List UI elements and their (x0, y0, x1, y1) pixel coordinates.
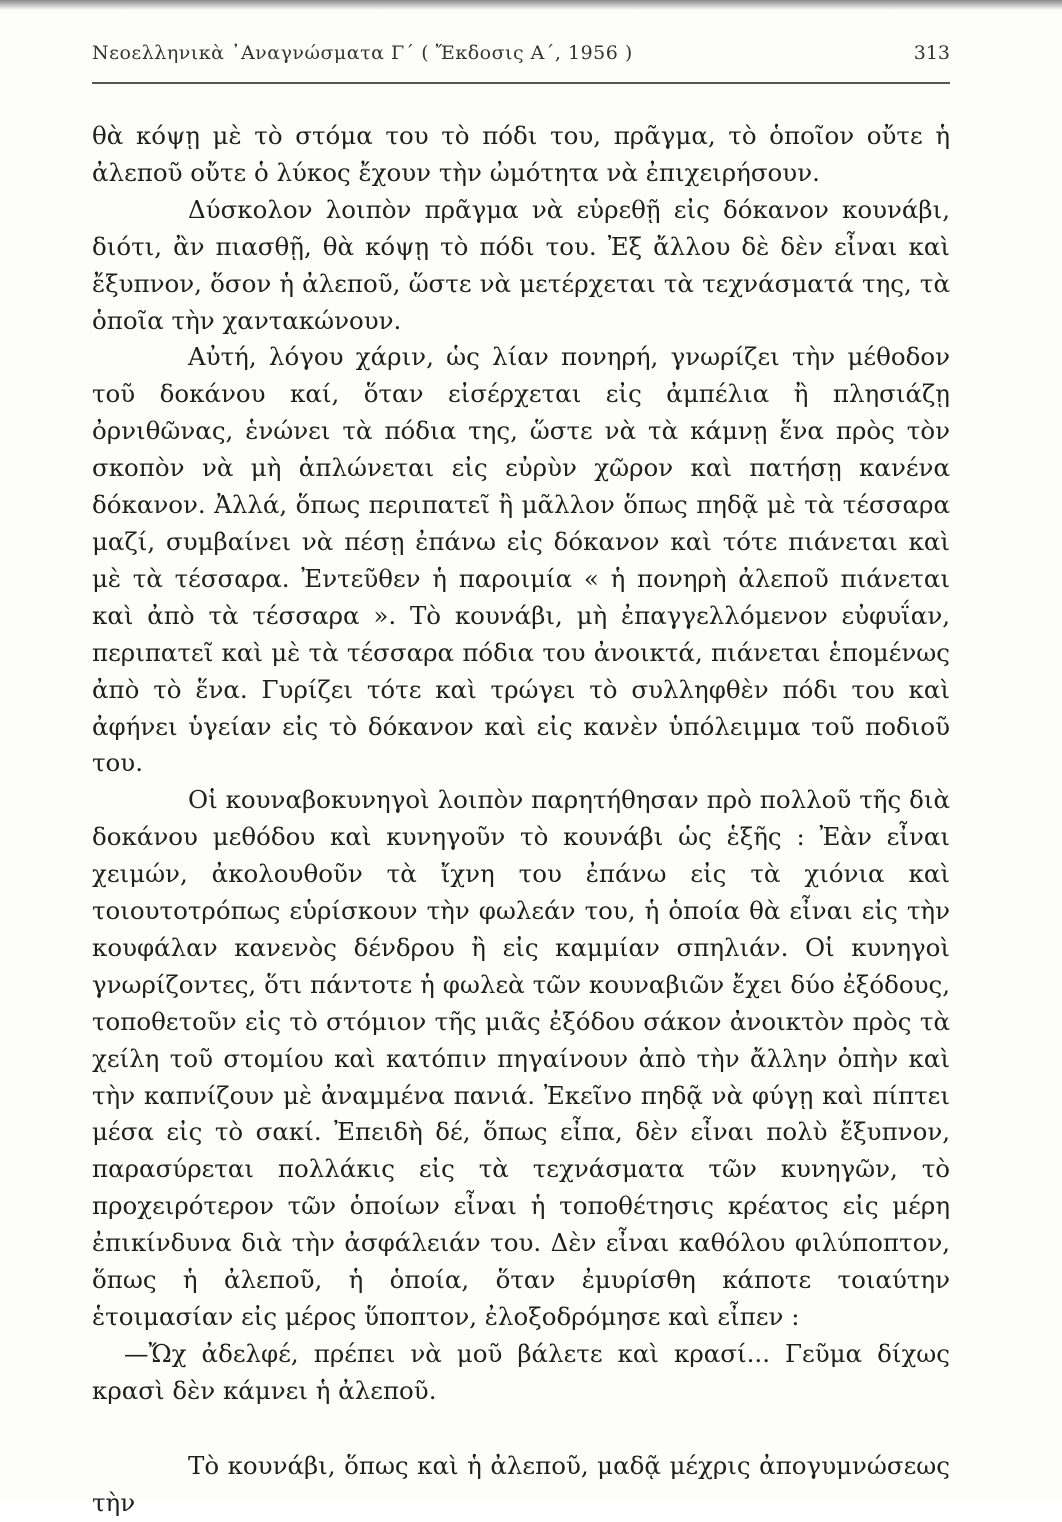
header-rule (92, 82, 950, 84)
page-number: 313 (913, 42, 950, 64)
header-title: Νεοελληνικὰ ᾿Αναγνώσματα Γ΄ ( Ἔκδοσις Α΄, 1956 ) (92, 42, 633, 64)
paragraph-last: Τὸ κουνάβι, ὅπως καὶ ἡ ἀλεποῦ, μαδᾷ μέχρις ἀπογυμνώσεως τὴν (92, 1450, 950, 1517)
paragraph: Αὐτή, λόγου χάριν, ὡς λίαν πονηρή, γνωρίζει τὴν μέθοδον τοῦ δοκάνου καί, ὅταν εἰσέρχεται εἰς ἀμπέλια ἢ πλησιάζῃ ὀρνιθῶνας, ἑνώνει τὰ πόδια της, ὥστε νὰ τὰ κάμνῃ ἕνα πρὸς τὸν σκοπὸν νὰ μὴ ἁπλώνεται εἰς εὐρὺν χῶρον καὶ πατήσῃ κανένα δόκανον. Ἀλλά, ὅπως περιπατεῖ ἢ μᾶλλον ὅπως πηδᾷ μὲ τὰ τέσσαρα μαζί, συμβαίνει νὰ πέσῃ ἐπάνω εἰς δόκανον καὶ τότε πιάνεται καὶ μὲ τὰ τέσσαρα. Ἐντεῦθεν ἡ παροιμία « ἡ πονηρὴ ἀλεποῦ πιάνεται καὶ ἀπὸ τὰ τέσσαρα ». Τὸ κουνάβι, μὴ ἐπαγγελλόμενον εὐφυΐαν, περιπατεῖ καὶ μὲ τὰ τέσσαρα πόδια του ἀνοικτά, πιάνεται ἑπομένως ἀπὸ τὸ ἕνα. Γυρίζει τότε καὶ τρώγει τὸ συλληφθὲν πόδι του καὶ ἀφήνει ὑγείαν εἰς τὸ δόκανον καὶ εἰς κανὲν ὑπόλειμμα τοῦ ποδιοῦ του. (92, 342, 950, 778)
paragraph: Δύσκολον λοιπὸν πρᾶγμα νὰ εὑρεθῇ εἰς δόκανον κουνάβι, διότι, ἂν πιασθῇ, θὰ κόψῃ τὸ πόδι του. Ἐξ ἄλλου δὲ δὲν εἶναι καὶ ἔξυπνον, ὅσον ἡ ἀλεποῦ, ὥστε νὰ μετέρχεται τὰ τεχνάσματά της, τὰ ὁποῖα τὴν χαντακώνουν. (92, 194, 950, 335)
body-text (92, 118, 950, 1522)
paragraph-continuation: θὰ κόψῃ μὲ τὸ στόμα του τὸ πόδι του, πρᾶγμα, τὸ ὁποῖον οὔτε ἡ ἀλεποῦ οὔτε ὁ λύκος ἔχουν τὴν ὠμότητα νὰ ἐπιχειρήσουν. (92, 121, 950, 187)
paragraph: Οἱ κουναβοκυνηγοὶ λοιπὸν παρητήθησαν πρὸ πολλοῦ τῆς διὰ δοκάνου μεθόδου καὶ κυνηγοῦν τὸ κουνάβι ὡς ἑξῆς : Ἐὰν εἶναι χειμών, ἀκολουθοῦν τὰ ἴχνη του ἐπάνω εἰς τὰ χιόνια καὶ τοιουτοτρόπως εὑρίσκουν τὴν φωλεάν του, ἡ ὁποία θὰ εἶναι εἰς τὴν κουφάλαν κανενὸς δένδρου ἢ εἰς καμμίαν σπηλιάν. Οἱ κυνηγοὶ γνωρίζοντες, ὅτι πάντοτε ἡ φωλεὰ τῶν κουναβιῶν ἔχει δύο ἐξόδους, τοποθετοῦν εἰς τὸ στόμιον τῆς μιᾶς ἐξόδου σάκον ἀνοικτὸν πρὸς τὰ χείλη τοῦ στομίου καὶ κατόπιν πηγαίνουν ἀπὸ τὴν ἄλλην ὀπὴν καὶ τὴν καπνίζουν μὲ ἀναμμένα πανιά. Ἐκεῖνο πηδᾷ νὰ φύγῃ καὶ πίπτει μέσα εἰς τὸ σακί. Ἐπειδὴ δέ, ὅπως εἶπα, δὲν εἶναι πολὺ ἔξυπνον, παρασύρεται πολλάκις εἰς τὰ τεχνάσματα τῶν κυνηγῶν, τὸ προχειρότερον τῶν ὁποίων εἶναι ἡ τοποθέτησις κρέατος εἰς μέρη ἐπικίνδυνα διὰ τὴν ἀσφάλειάν του. Δὲν εἶναι καθόλου φιλύποπτον, ὅπως ἡ ἀλεποῦ, ἡ ὁποία, ὅταν ἐμυρίσθη κάποτε τοιαύτην ἑτοιμασίαν εἰς μέρος ὕποπτον, ἐλοξοδρόμησε καὶ εἶπεν : (92, 785, 950, 1331)
scan-edge (0, 0, 1062, 10)
dialogue-paragraph: —Ὤχ ἀδελφέ, πρέπει νὰ μοῦ βάλετε καὶ κρασί... Γεῦμα δίχως κρασὶ δὲν κάμνει ἡ ἀλεποῦ. (92, 1338, 950, 1405)
running-header (92, 40, 950, 74)
